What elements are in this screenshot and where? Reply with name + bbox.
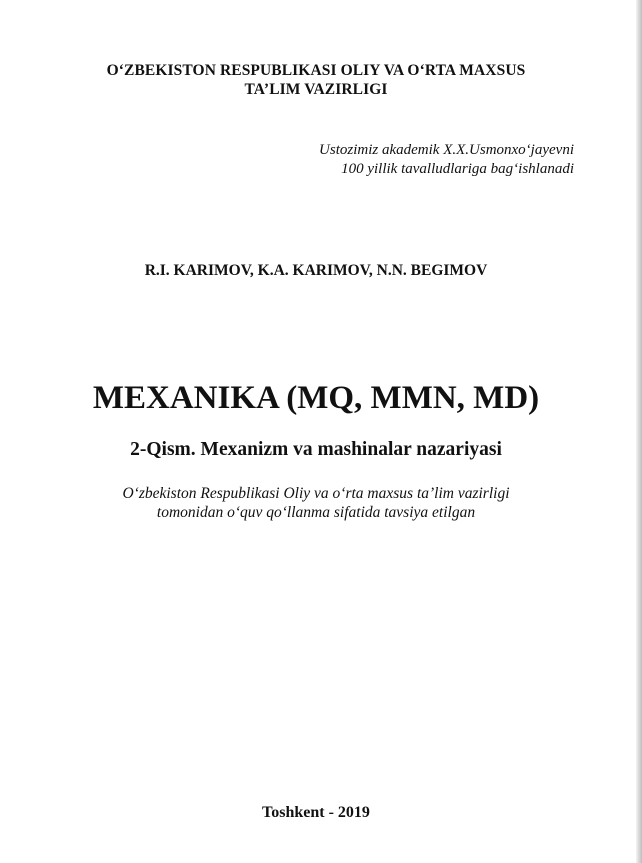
dedication [214, 141, 574, 179]
dedication-line-1: Ustozimiz akademik X.X.Usmonxo‘jayevni [319, 142, 574, 158]
approval-line-1: O‘zbekiston Respublikasi Oliy va o‘rta maxsus ta’lim vazirligi [122, 485, 510, 502]
dedication-line-2: 100 yillik tavalludlariga bag‘ishlanadi [341, 161, 574, 177]
book-subtitle: 2-Qism. Mexanizm va mashinalar nazariyasi [130, 439, 502, 460]
book-title: MEXANIKA (MQ, MMN, MD) [92, 380, 540, 416]
approval-note [0, 484, 632, 522]
page-edge-shadow [636, 0, 642, 863]
approval-line-2: tomonidan o‘quv qo‘llanma sifatida tavsiya etilgan [156, 504, 476, 521]
ministry-line-1: O‘ZBEKISTON RESPUBLIKASI OLIY VA O‘RTA MAXSUS [106, 62, 526, 79]
place-year: Toshkent - 2019 [262, 804, 370, 821]
ministry-header [0, 61, 632, 99]
authors: R.I. KARIMOV, K.A. KARIMOV, N.N. BEGIMOV [144, 262, 488, 279]
ministry-line-2: TA’LIM VAZIRLIGI [244, 81, 388, 98]
